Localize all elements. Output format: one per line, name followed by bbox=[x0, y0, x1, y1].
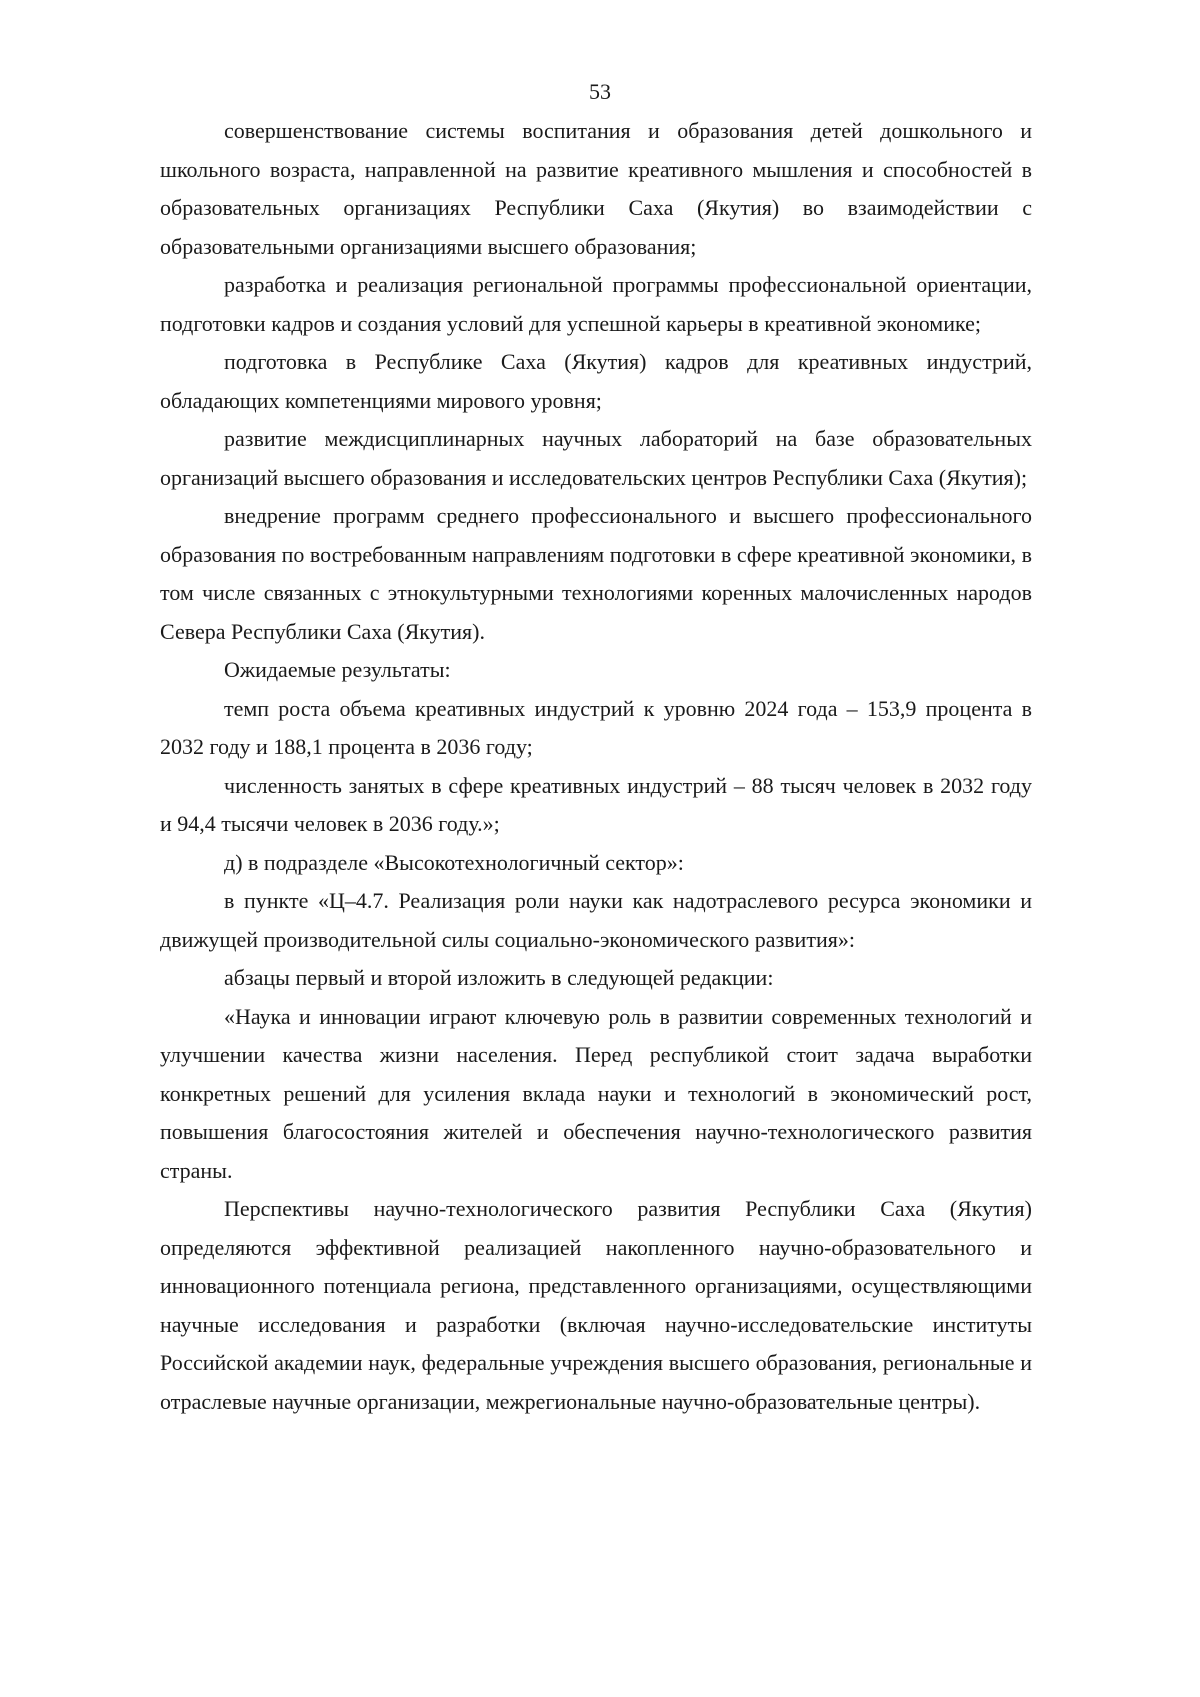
paragraph-education-programs: внедрение программ среднего профессионального и высшего профессионального образования по востребованным направлениям подготовки в сфере креативной экономики, в том числе связанных с этнокультурными технологиями коренных малочисленных народов Севера Республики Саха (Якутия). bbox=[160, 503, 1032, 644]
paragraph-amendment-instruction: абзацы первый и второй изложить в следующей редакции: bbox=[224, 965, 774, 990]
paragraph-research-labs: развитие междисциплинарных научных лабораторий на базе образовательных организаций высшего образования и исследовательских центров Республики Саха (Якутия); bbox=[160, 426, 1032, 490]
page-number: 53 bbox=[589, 79, 611, 104]
paragraph-science-innovation: «Наука и инновации играют ключевую роль в развитии современных технологий и улучшении качества жизни населения. Перед республикой стоит задача выработки конкретных решений для усиления вклада науки и технологий в экономический рост, повышения благосостояния жителей и обеспечения научно-технологического развития страны. bbox=[160, 1003, 1032, 1183]
paragraph-career-guidance: разработка и реализация региональной программы профессиональной ориентации, подготовки кадров и создания условий для успешной карьеры в креативной экономике; bbox=[160, 272, 1032, 336]
paragraph-development-prospects: Перспективы научно-технологического развития Республики Саха (Якутия) определяются эффективной реализацией накопленного научно-образовательного и инновационного потенциала региона, представленного организациями, осуществляющими научные исследования и разработки (включая научно-исследовательские институты Российской академии наук, федеральные учреждения высшего образования, региональные и отраслевые научные организации, межрегиональные научно-образовательные центры). bbox=[160, 1196, 1032, 1414]
paragraph-personnel-training: подготовка в Республике Саха (Якутия) кадров для креативных индустрий, обладающих компетенциями мирового уровня; bbox=[160, 349, 1032, 413]
paragraph-item-c47: в пункте «Ц–4.7. Реализация роли науки как надотраслевого ресурса экономики и движущей производительной силы социально-экономического развития»: bbox=[160, 888, 1032, 952]
paragraph-growth-rate: темп роста объема креативных индустрий к уровню 2024 года – 153,9 процента в 2032 году и 188,1 процента в 2036 году; bbox=[160, 695, 1032, 759]
document-body bbox=[160, 112, 1032, 1421]
paragraph-education-system: совершенствование системы воспитания и образования детей дошкольного и школьного возраста, направленной на развитие креативного мышления и способностей в образовательных организациях Республики Саха (Якутия) во взаимодействии с образовательными организациями высшего образования; bbox=[160, 118, 1032, 259]
paragraph-employment: численность занятых в сфере креативных индустрий – 88 тысяч человек в 2032 году и 94,4 тысячи человек в 2036 году.»; bbox=[160, 772, 1032, 836]
paragraph-expected-results-heading: Ожидаемые результаты: bbox=[224, 657, 451, 682]
paragraph-hightech-subsection: д) в подразделе «Высокотехнологичный сектор»: bbox=[224, 849, 684, 875]
